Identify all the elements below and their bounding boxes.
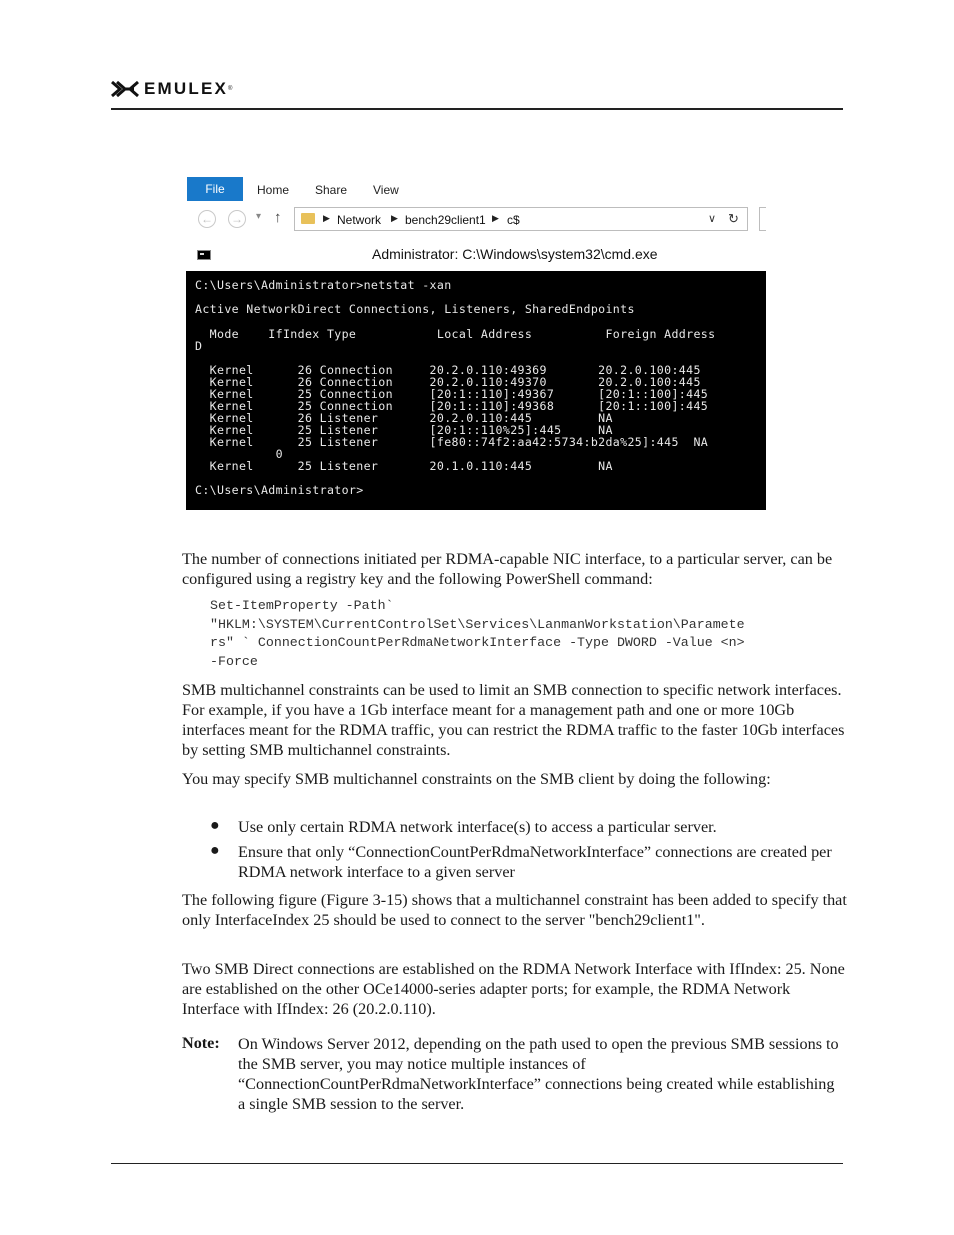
tab-home[interactable]: Home bbox=[257, 183, 290, 197]
paragraph: Two SMB Direct connections are established on the RDMA Network Interface with IfIndex: 25. None are established on the other OCe14000-series adapter ports; for example, the RDMA Network Interface with IfIndex: 26 (20.2.0.110). bbox=[182, 960, 845, 1018]
up-icon[interactable]: ↑ bbox=[274, 209, 282, 226]
forward-icon[interactable]: → bbox=[228, 210, 246, 228]
console-line: C:\Users\Administrator>netstat -xan bbox=[195, 278, 452, 292]
console-line: D bbox=[195, 339, 203, 353]
paragraph: The following figure (Figure 3-15) shows that a multichannel constraint has been added to specify that only InterfaceIndex 25 should be used to connect to the server "bench29client1". bbox=[182, 891, 847, 929]
console-line: Kernel 25 Listener 20.1.0.110:445 NA bbox=[195, 459, 613, 473]
emulex-logo bbox=[111, 79, 232, 99]
paragraph: You may specify SMB multichannel constraints on the SMB client by doing the following: bbox=[182, 770, 771, 788]
bullet-icon: ● bbox=[210, 817, 220, 834]
explorer-cmd-screenshot bbox=[186, 175, 766, 510]
console-line: C:\Users\Administrator> bbox=[195, 483, 364, 497]
tab-view[interactable]: View bbox=[373, 183, 399, 197]
folder-icon bbox=[301, 213, 315, 224]
chevron-right-icon: ▶ bbox=[391, 213, 398, 223]
console-line: 0 bbox=[195, 447, 283, 461]
back-icon[interactable]: ← bbox=[198, 210, 216, 228]
brand-name: EMULEX bbox=[144, 79, 229, 98]
note-label: Note: bbox=[182, 1034, 220, 1052]
breadcrumb-share[interactable]: c$ bbox=[507, 213, 520, 227]
explorer-ribbon bbox=[186, 175, 766, 204]
breadcrumb-host[interactable]: bench29client1 bbox=[405, 213, 486, 227]
console-line: Kernel 26 Connection 20.2.0.110:49370 20.2.0.100:445 bbox=[195, 375, 701, 389]
tab-share[interactable]: Share bbox=[315, 183, 348, 197]
paragraph: SMB multichannel constraints can be used to limit an SMB connection to specific network interfaces. For example, if you have a 1Gb interface meant for a management path and one or more 10Gb interfaces meant for the RDMA traffic, you can restrict the RDMA traffic to the faster 10Gb interfaces by setting SMB multichannel constraints. bbox=[182, 681, 845, 759]
note-text: On Windows Server 2012, depending on the path used to open the previous SMB sessions to the SMB server, you may notice multiple instances of “ConnectionCountPerRdmaNetworkInterface” connections being created while establishing a single SMB session to the server. bbox=[238, 1035, 839, 1113]
emulex-mark-icon bbox=[111, 79, 139, 99]
cmd-icon bbox=[197, 250, 211, 260]
console-line: Kernel 25 Listener [20:1::110%25]:445 NA bbox=[195, 423, 613, 437]
address-row bbox=[186, 203, 766, 240]
chevron-right-icon: ▶ bbox=[323, 213, 330, 223]
console-line: Active NetworkDirect Connections, Listeners, SharedEndpoints bbox=[195, 302, 635, 316]
recent-dropdown-icon[interactable]: ▾ bbox=[256, 211, 262, 222]
header-rule bbox=[111, 108, 843, 110]
paragraph: The number of connections initiated per RDMA-capable NIC interface, to a particular server, can be configured using a registry key and the following PowerShell command: bbox=[182, 550, 833, 588]
console-line: Mode IfIndex Type Local Address Foreign Address bbox=[195, 327, 716, 341]
address-dropdown-icon[interactable]: ∨ bbox=[708, 213, 717, 225]
chevron-right-icon: ▶ bbox=[492, 213, 499, 223]
console-line: Kernel 25 Connection [20:1::110]:49368 [20:1::100]:445 bbox=[195, 399, 709, 413]
cmd-window-title: Administrator: C:\Windows\system32\cmd.exe bbox=[372, 246, 658, 262]
breadcrumb-network[interactable]: Network bbox=[337, 213, 382, 227]
console-line: Kernel 25 Connection [20:1::110]:49367 [20:1::100]:445 bbox=[195, 387, 709, 401]
list-item: Use only certain RDMA network interface(s) to access a particular server. bbox=[238, 818, 717, 836]
list-item: Ensure that only “ConnectionCountPerRdmaNetworkInterface” connections are created per RDMA network interface to a given server bbox=[238, 843, 832, 881]
console-line: Kernel 25 Listener [fe80::74f2:aa42:5734:b2da%25]:445 NA bbox=[195, 435, 709, 449]
tab-file[interactable]: File bbox=[187, 177, 243, 201]
search-input[interactable] bbox=[759, 207, 766, 231]
footer-rule bbox=[111, 1163, 843, 1164]
powershell-code: Set-ItemProperty -Path` "HKLM:\SYSTEM\CurrentControlSet\Services\LanmanWorkstation\Paramete rs" ` ConnectionCountPerRdmaNetworkInterface -Type DWORD -Value <n> -Force bbox=[210, 598, 745, 669]
address-bar[interactable] bbox=[294, 207, 748, 231]
console-line: Kernel 26 Listener 20.2.0.110:445 NA bbox=[195, 411, 613, 425]
trademark: ® bbox=[228, 86, 233, 92]
cmd-console[interactable] bbox=[186, 271, 766, 510]
cmd-title-bar bbox=[186, 239, 766, 271]
refresh-icon[interactable]: ↻ bbox=[728, 211, 739, 226]
bullet-icon: ● bbox=[210, 842, 220, 859]
console-line: Kernel 26 Connection 20.2.0.110:49369 20.2.0.100:445 bbox=[195, 363, 701, 377]
